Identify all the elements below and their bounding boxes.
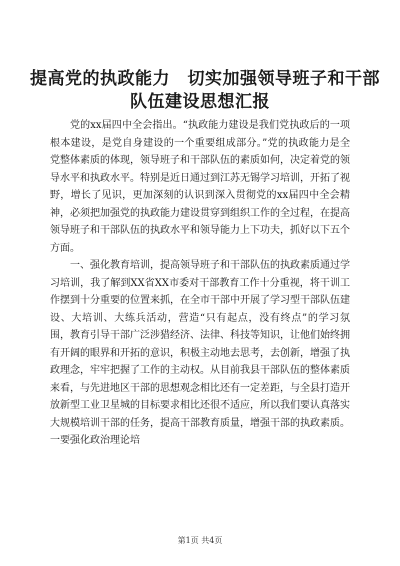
paragraph: 党的xx届四中全会指出。“执政能力建设是我们党执政后的一项根本建设，是党自身建设的一个重要组成部分。”党的执政能力是全党整体素质的体现，领导班子和干部队伍的素质如何，决定着党的领导水平和执政水平。特别是近日通过到江苏无锡学习培训，开拓了视野，增长了见识，更加深刻的认识到深入贯彻党的xx届四中全会精神，必须把加强党的执政能力建设贯穿到组织工作的全过程，在提高领导班子和干部队伍的执政水平和领导能力上下功夫，抓好以下五个方面。 [50, 120, 350, 254]
title-line-2: 队伍建设思想汇报 [130, 92, 270, 112]
document-title [30, 68, 380, 114]
page-number: 第1页 共4页 [177, 536, 223, 545]
title-line-1: 提高党的执政能力 切实加强领导班子和干部 [30, 69, 380, 89]
document-body [50, 117, 350, 450]
paragraph: 一、强化教育培训，提高领导班子和干部队伍的执政素质通过学习培训，我了解到XX省XX市委对干部教育工作十分重视，将干训工作摆到十分重要的位置来抓，在全市干部中开展了学习型干部队伍建设、大培训、大练兵活动，营造“只有起点，没有终点”的学习氛围，教育引导干部广泛涉猎经济、法律、科技等知识，让他们始终拥有开阔的眼界和开拓的意识，积极主动地去思考，去创新，增强了执政理念，牢牢把握了工作的主动权。从目前我县干部队伍的整体素质来看，与先进地区干部的思想观念相比还有一定差距，与全县打造开放新型工业卫星城的目标要求相比还很不适应，所以我们要认真落实大规模培训干部的任务，提高干部教育质量，增强干部的执政素质。一要强化政治理论培 [50, 260, 350, 446]
